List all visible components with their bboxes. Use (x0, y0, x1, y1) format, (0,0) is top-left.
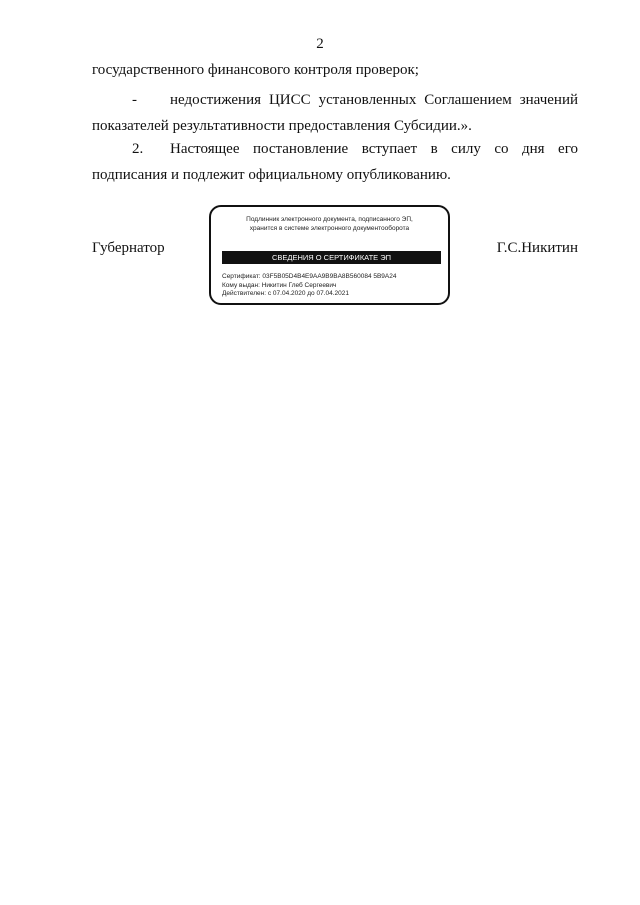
certificate-number: Сертификат: 03F5B05D4B4E9AA9B9BA8B560084 5B9A24 (222, 273, 397, 280)
paragraph-continuation (92, 57, 578, 83)
signatory-title: Губернатор (92, 240, 165, 256)
text-line-body: недостижения ЦИСС установленных Соглашением значений (170, 92, 578, 108)
text-line: подписания и подлежит официальному опубликованию. (92, 167, 451, 183)
bullet-marker: - (132, 92, 137, 108)
item-number: 2. (132, 141, 144, 157)
stamp-header-line: Подлинник электронного документа, подписанного ЭП, (246, 216, 413, 223)
signatory-name: Г.С.Никитин (496, 240, 578, 256)
certificate-owner: Кому выдан: Никитин Глеб Сергеевич (222, 281, 337, 289)
text-line-body: Настоящее постановление вступает в силу со дня его (170, 141, 578, 157)
certificate-details (222, 273, 397, 299)
electronic-signature-stamp (209, 205, 450, 305)
stamp-header-line: хранится в системе электронного документооборота (249, 225, 410, 232)
text-line: государственного финансового контроля проверок; (92, 62, 419, 78)
text-line: показателей результативности предоставления Субсидии.». (92, 118, 472, 134)
text-line-first (92, 87, 578, 113)
certificate-validity: Действителен: с 07.04.2020 до 07.04.2021 (222, 290, 350, 297)
paragraph-bullet (92, 87, 578, 139)
page-number: 2 (316, 36, 324, 52)
paragraph-numbered (92, 136, 578, 188)
stamp-title-bar: СВЕДЕНИЯ О СЕРТИФИКАТЕ ЭП (222, 251, 441, 264)
text-line-first (92, 136, 578, 162)
stamp-header (211, 215, 448, 233)
